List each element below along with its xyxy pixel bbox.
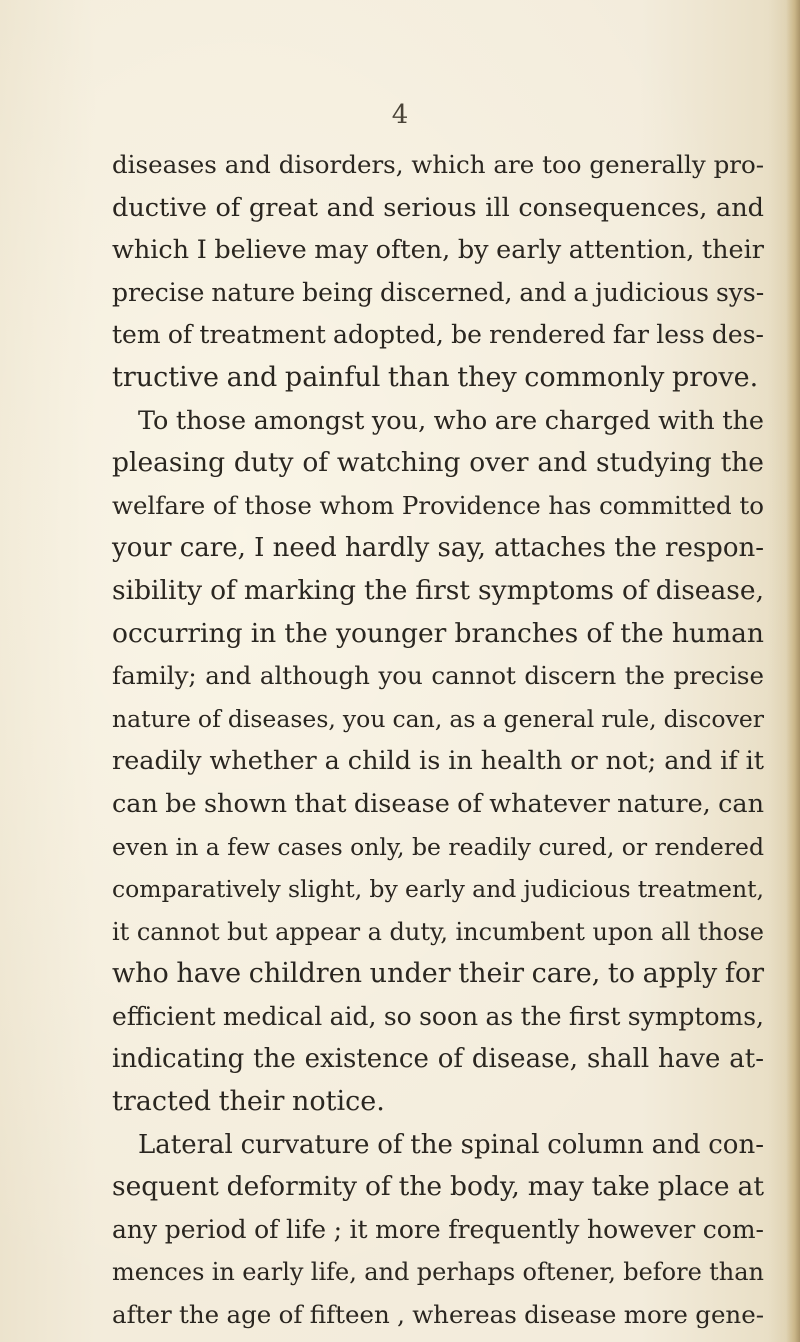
text-line: Lateral curvature of the spinal column and con- <box>138 1129 764 1160</box>
text-line: tracted their notice. <box>112 1086 385 1118</box>
body-text <box>112 144 764 1337</box>
text-line: pleasing duty of watching over and studying the <box>112 447 764 479</box>
text-line: comparatively slight, by early and judicious treatment, <box>112 875 764 904</box>
text-line: sequent deformity of the body, may take place at <box>112 1171 764 1203</box>
text-line: efficient medical aid, so soon as the first symptoms, <box>112 1001 764 1031</box>
text-line: tem of treatment adopted, be rendered far less des- <box>112 320 764 350</box>
text-line: can be shown that disease of whatever nature, can <box>112 788 764 819</box>
text-line: it cannot but appear a duty, incumbent upon all those <box>112 917 764 946</box>
text-line: sibility of marking the first symptoms of disease, <box>112 574 764 606</box>
text-line: any period of life ; it more frequently however com- <box>112 1214 764 1244</box>
text-line: mences in early life, and perhaps oftener, before than <box>112 1258 764 1287</box>
text-line: who have children under their care, to apply for <box>112 958 764 990</box>
text-line: which I believe may often, by early attention, their <box>112 235 764 266</box>
text-line: ductive of great and serious ill consequences, and <box>112 192 764 223</box>
page-edge-shadow <box>786 0 800 1342</box>
text-line: indicating the existence of disease, shall have at- <box>112 1044 764 1075</box>
text-line: family; and although you cannot discern the precise <box>112 661 764 691</box>
text-line: occurring in the younger branches of the human <box>112 617 764 649</box>
text-line: nature of diseases, you can, as a general rule, discover <box>112 704 764 733</box>
text-line: even in a few cases only, be readily cured, or rendered <box>112 832 764 861</box>
page-number: 4 <box>391 100 409 130</box>
text-line: welfare of those whom Providence has committed to <box>112 490 764 520</box>
text-line: precise nature being discerned, and a judicious sys- <box>112 277 765 307</box>
text-line: readily whether a child is in health or not; and if it <box>112 746 764 777</box>
text-line: diseases and disorders, which are too generally pro- <box>112 150 764 179</box>
text-line: To those amongst you, who are charged with the <box>138 405 764 436</box>
text-line: after the age of fifteen , whereas disease more gene- <box>112 1300 764 1330</box>
text-line: your care, I need hardly say, attaches the respon- <box>112 533 764 564</box>
text-line: tructive and painful than they commonly prove. <box>112 361 759 393</box>
